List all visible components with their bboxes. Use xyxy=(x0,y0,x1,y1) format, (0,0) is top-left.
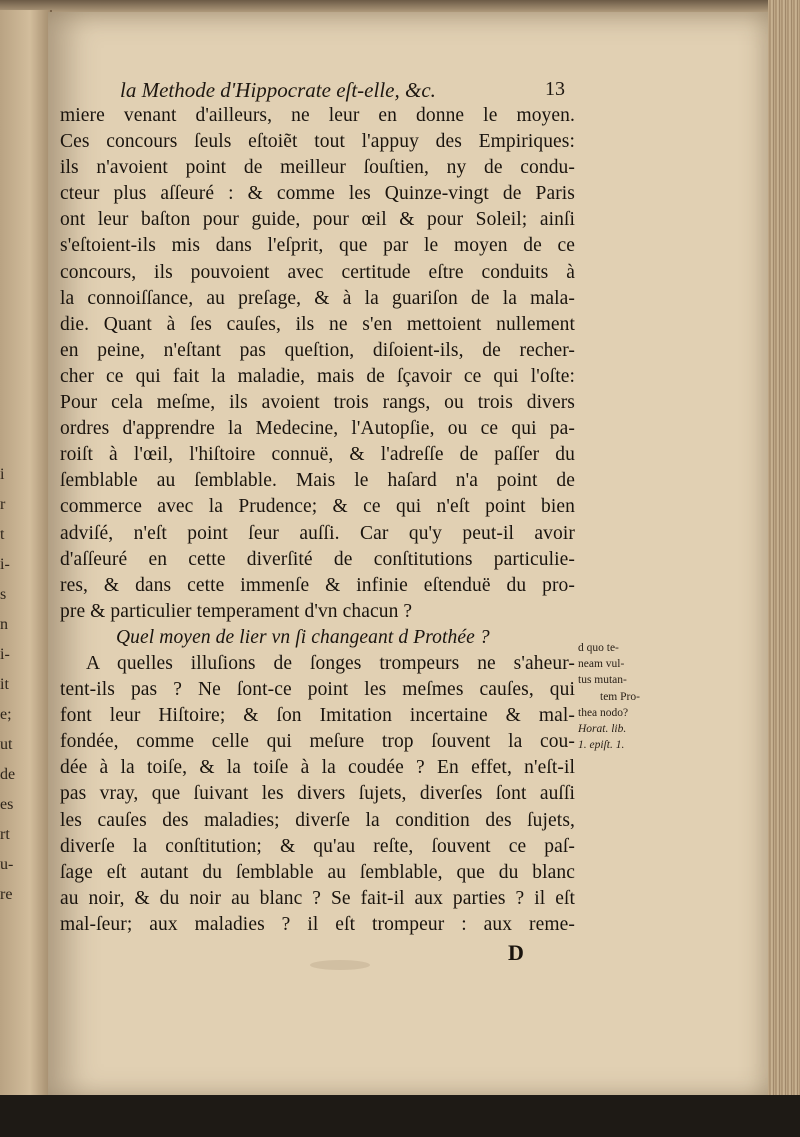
text-line: les cauſes des maladies; diverſe la condition des ſujets, xyxy=(60,809,575,831)
paper-smudge xyxy=(310,960,370,970)
page-number: 13 xyxy=(545,78,565,100)
margin-note-line: 1. epiſt. 1. xyxy=(578,739,625,752)
edge-letter: es xyxy=(0,796,14,813)
text-line: cteur plus aſſeuré : & comme les Quinze-vingt de Paris xyxy=(60,183,575,205)
text-line: pre & particulier temperament d'vn chacun ? xyxy=(60,600,413,622)
edge-letter: r xyxy=(0,496,6,513)
text-line: miere venant d'ailleurs, ne leur en donne le moyen. xyxy=(60,105,575,126)
text-line: mal-ſeur; aux maladies ? il eſt trompeur : aux reme- xyxy=(60,913,575,935)
edge-letter: t xyxy=(0,526,5,543)
verse-quote: Quel moyen de lier vn ſi changeant d Prothée ? xyxy=(116,626,490,648)
edge-letter: e; xyxy=(0,706,12,723)
facing-page-edge xyxy=(0,10,52,1100)
text-line: commerce avec la Prudence; & ce qui n'eſt point bien xyxy=(60,496,575,518)
text-line: ont leur baſton pour guide, pour œil & pour Soleil; ainſi xyxy=(60,209,575,231)
text-line: ils n'avoient point de meilleur ſouſtien, ny de condu- xyxy=(60,157,575,179)
edge-letter: i xyxy=(0,466,5,483)
text-line: Pour cela meſme, ils avoient trois rangs, ou trois divers xyxy=(60,392,575,414)
text-line: ſemblable au ſemblable. Mais le haſard n'a point de xyxy=(60,470,575,492)
text-line: die. Quant à ſes cauſes, ils ne s'en mettoient nullement xyxy=(60,313,575,335)
text-line: ſage eſt autant du ſemblable au ſemblable, que du blanc xyxy=(60,861,575,883)
margin-note-line: Horat. lib. xyxy=(578,723,627,736)
text-line: Ces concours ſeuls eſtoiẽt tout l'appuy des Empiriques: xyxy=(60,131,575,153)
margin-note-line: tus mutan- xyxy=(578,674,627,687)
signature-mark: D xyxy=(508,940,524,965)
text-line: font leur Hiſtoire; & ſon Imitation incertaine & mal- xyxy=(60,705,575,727)
edge-letter: s xyxy=(0,586,7,603)
margin-note xyxy=(578,640,658,753)
edge-letter: re xyxy=(0,886,13,903)
margin-note-line: thea nodo? xyxy=(578,706,629,719)
text-line: res, & dans cette immenſe & infinie eſtenduë du pro- xyxy=(60,574,575,596)
text-line: cher ce qui fait la maladie, mais de ſçavoir ce qui l'oſte: xyxy=(60,365,575,387)
running-title: la Methode d'Hippocrate eſt-elle, &c. xyxy=(120,78,436,102)
edge-letter: n xyxy=(0,616,8,633)
text-line: fondée, comme celle qui meſure trop ſouvent la cou- xyxy=(60,731,575,753)
edge-letter: it xyxy=(0,676,9,693)
margin-note-line: tem Pro- xyxy=(600,690,640,703)
text-line: adviſé, n'eſt point ſeur auſſi. Car qu'y peut-il avoir xyxy=(60,522,575,544)
edge-letter: u- xyxy=(0,856,14,873)
bottom-shadow xyxy=(0,1095,800,1137)
body-text xyxy=(60,103,575,938)
text-line: pas vray, que ſuivant les divers ſujets, diverſes ſont auſſi xyxy=(60,783,575,805)
text-line: s'eſtoient-ils mis dans l'eſprit, que par le moyen de ce xyxy=(60,235,575,257)
text-line: roiſt à l'œil, l'hiſtoire connuë, & l'adreſſe de paſſer du xyxy=(60,444,575,466)
margin-note-line: neam vul- xyxy=(578,658,625,671)
text-line: en peine, n'eſtant pas queſtion, diſoient-ils, de recher- xyxy=(60,339,575,361)
margin-note-line: d quo te- xyxy=(578,642,619,654)
text-line: d'aſſeuré en cette diverſité de conſtitutions particulie- xyxy=(60,548,575,570)
text-line: dée à la toiſe, & la toiſe à la coudée ? En effet, n'eſt-il xyxy=(60,757,575,779)
text-line: A quelles illuſions de ſonges trompeurs ne s'aheur- xyxy=(86,652,575,674)
text-line: la connoiſſance, au preſage, & à la guariſon de la mala- xyxy=(60,287,575,309)
page-stack-edge xyxy=(768,0,800,1105)
facing-page-letters xyxy=(0,460,30,910)
text-line: tent-ils pas ? Ne ſont-ce point les meſmes cauſes, qui xyxy=(60,679,575,701)
text-line: ordres d'apprendre la Medecine, l'Autopſie, ou ce qui pa- xyxy=(60,418,575,440)
edge-letter: i- xyxy=(0,556,10,573)
edge-letter: de xyxy=(0,766,16,783)
text-line: diverſe la conſtitution; & qu'au reſte, ſouvent ce paſ- xyxy=(60,835,575,857)
edge-letter: i- xyxy=(0,646,10,663)
edge-letter: rt xyxy=(0,826,10,843)
text-line: au noir, & du noir au blanc ? Se fait-il aux parties ? il eſt xyxy=(60,887,575,909)
edge-letter: ut xyxy=(0,736,13,753)
text-line: concours, ils pouvoient avec certitude eſtre conduits à xyxy=(60,261,575,283)
